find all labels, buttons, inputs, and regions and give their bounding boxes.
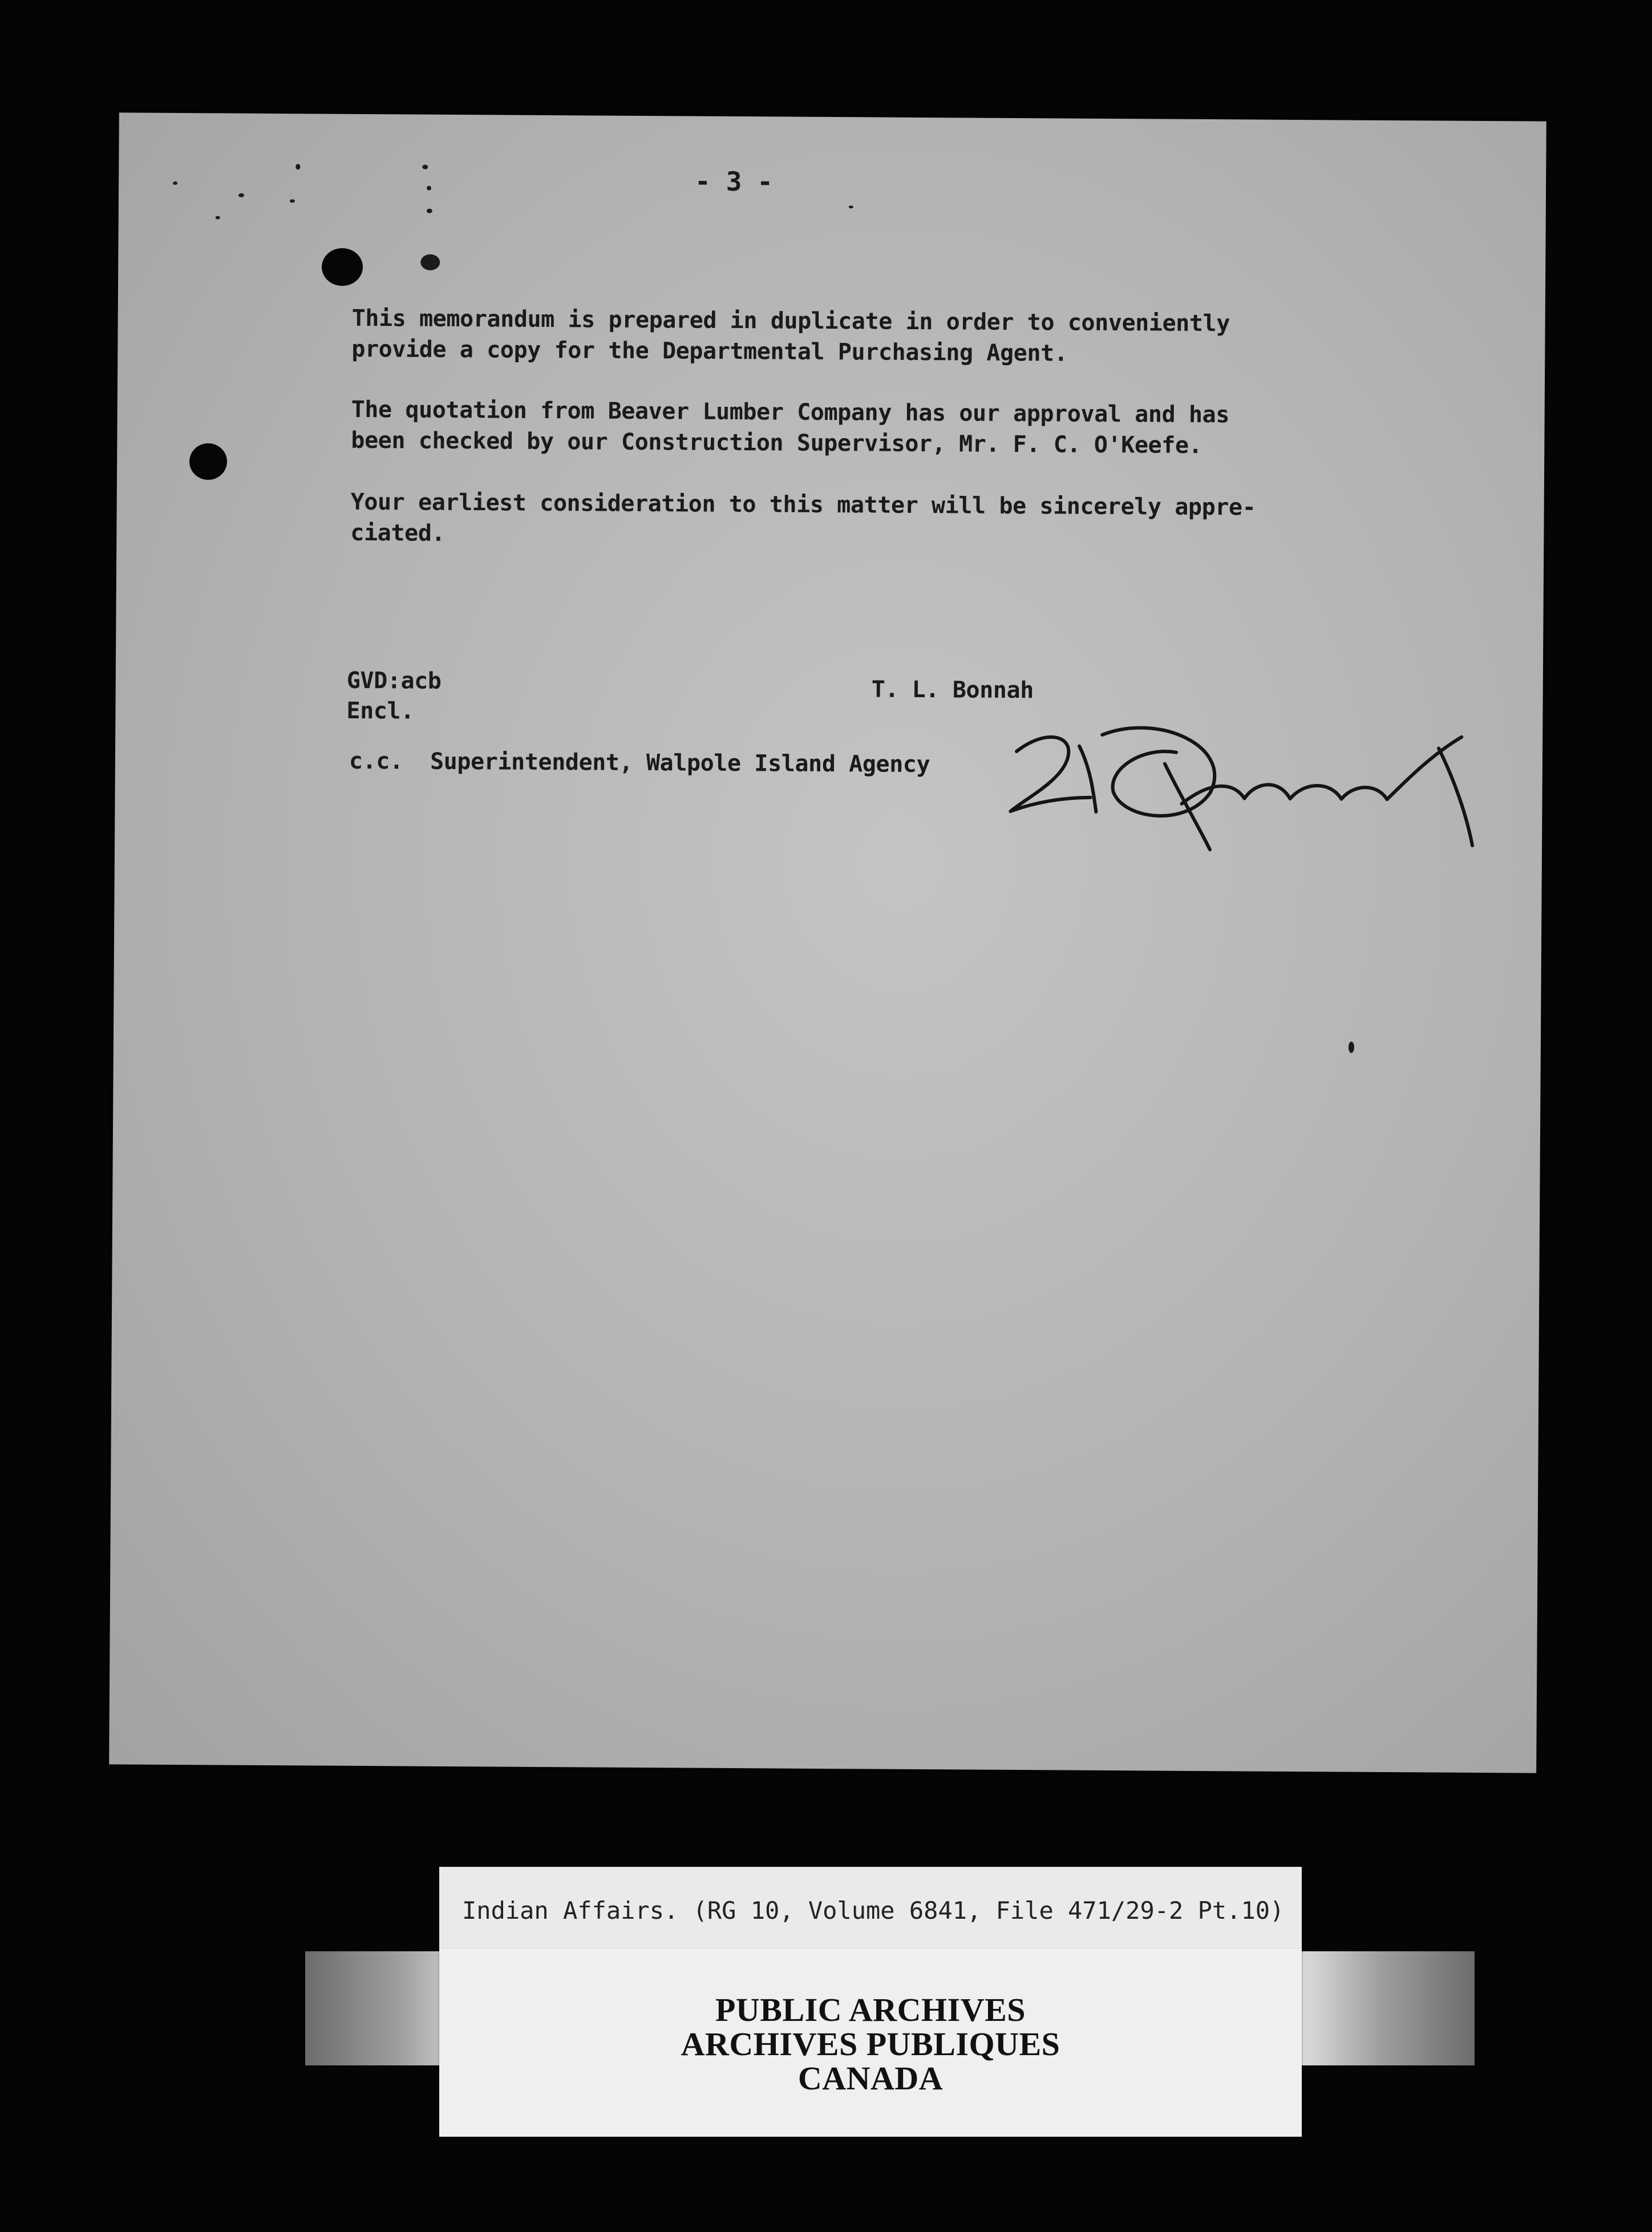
archive-stamp xyxy=(439,1948,1302,2137)
archive-citation-text: Indian Affairs. (RG 10, Volume 6841, File 471/29-2 Pt.10) xyxy=(462,1897,1285,1924)
signatory-name: T. L. Bonnah xyxy=(871,676,1034,704)
page-number: - 3 - xyxy=(694,165,773,197)
paragraph-3-line-1: Your earliest consideration to this matter will be sincerely appre- xyxy=(350,488,1256,521)
handwritten-signature xyxy=(993,711,1508,863)
punch-hole xyxy=(189,443,227,480)
paragraph-1-line-1: This memorandum is prepared in duplicate in order to conveniently xyxy=(351,305,1230,337)
enclosure-note: Encl. xyxy=(346,697,415,725)
paragraph-2-line-1: The quotation from Beaver Lumber Company has our approval and has xyxy=(351,396,1230,428)
stamp-line-1: PUBLIC ARCHIVES xyxy=(715,1991,1026,2028)
punch-hole xyxy=(322,248,363,286)
paragraph-3-line-2: ciated. xyxy=(350,519,446,547)
reference-initials: GVD:acb xyxy=(346,667,442,694)
stamp-line-3: CANADA xyxy=(797,2060,944,2097)
carbon-copy-line: c.c. Superintendent, Walpole Island Agency xyxy=(349,747,930,778)
paragraph-2-line-2: been checked by our Construction Supervisor, Mr. F. C. O'Keefe. xyxy=(351,427,1202,459)
paragraph-1-line-2: provide a copy for the Departmental Purchasing Agent. xyxy=(351,335,1068,367)
document-page xyxy=(109,112,1546,1773)
stamp-line-2: ARCHIVES PUBLIQUES xyxy=(681,2025,1060,2063)
